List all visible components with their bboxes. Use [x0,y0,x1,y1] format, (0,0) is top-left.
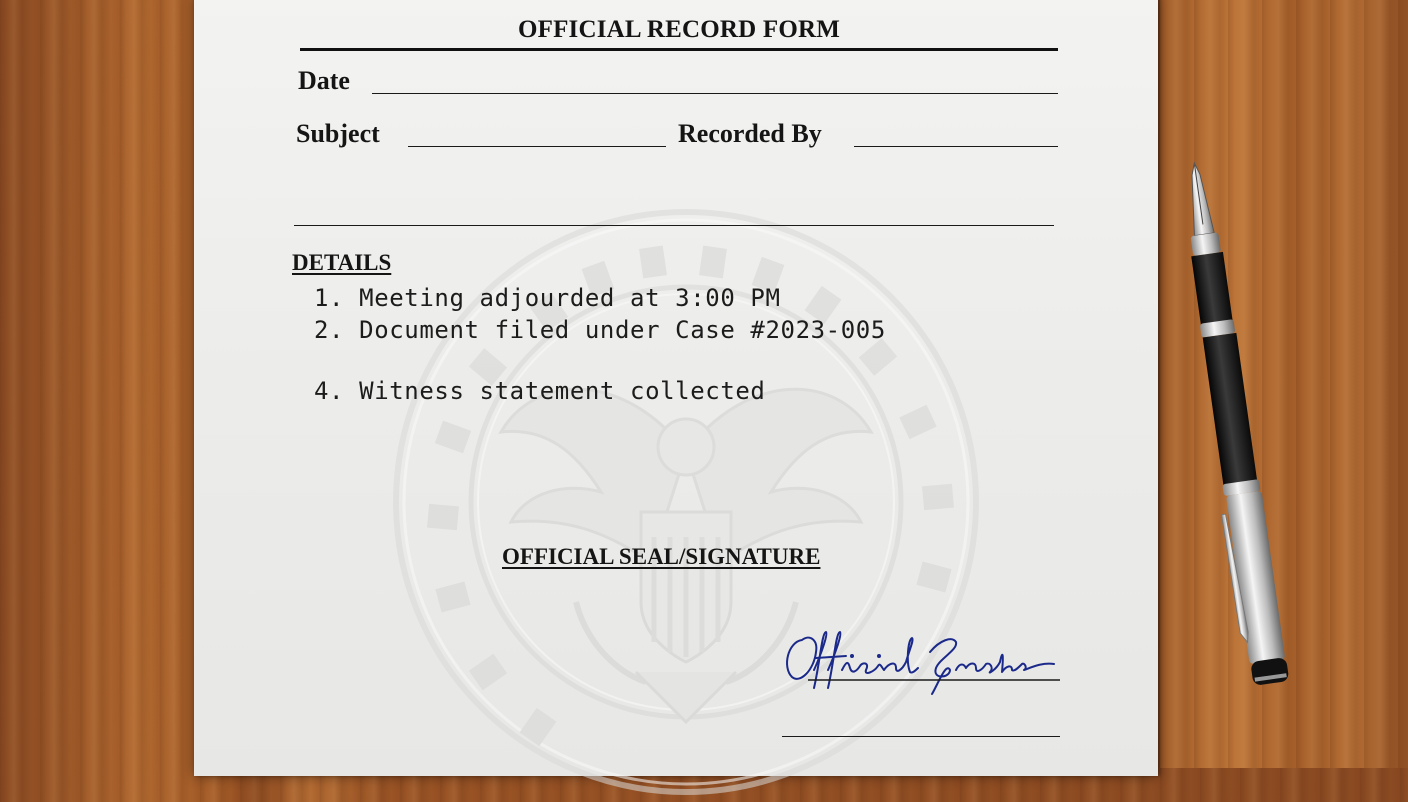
form-title: OFFICIAL RECORD FORM [517,16,841,43]
detail-item-4: 4. Witness statement collected [314,377,766,405]
recorded-by-label: Recorded By [678,119,822,148]
recorded-by-field-line[interactable] [854,146,1058,147]
subject-label: Subject [296,119,380,148]
subject-field-line[interactable] [408,146,666,147]
seal-field-line[interactable] [782,736,1060,737]
details-heading: DETAILS [292,250,392,275]
date-field-line[interactable] [372,93,1058,94]
detail-item-2: 2. Document filed under Case #2023-005 [314,316,886,344]
handwritten-signature [780,622,1060,702]
blank-field-line[interactable] [294,225,1054,226]
form-title-rule [300,14,1058,51]
fountain-pen-icon [1184,150,1314,710]
seal-signature-heading: OFFICIAL SEAL/SIGNATURE [502,544,821,569]
date-label: Date [298,66,350,95]
detail-item-1: 1. Meeting adjourded at 3:00 PM [314,284,781,312]
